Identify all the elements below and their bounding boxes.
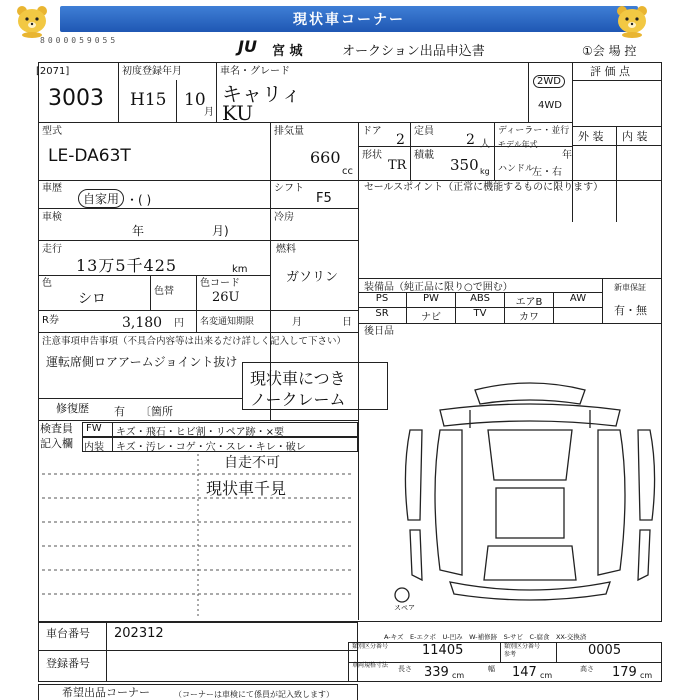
org-name: 宮 城 [272, 44, 303, 59]
inspector-label: 検査員 [40, 422, 73, 435]
spare-label: スペア [394, 604, 415, 610]
ac-label: 冷房 [274, 212, 294, 223]
rating-label: 評 価 点 [590, 65, 630, 78]
mileage-label: 走行 [42, 244, 62, 255]
notes-label: 注意事項申告事項（不具合内容等は出来るだけ詳しく記入して下さい） [42, 336, 347, 347]
type-code: LE-DA63T [48, 146, 131, 166]
load-label: 積載 [414, 150, 434, 161]
shape-value: TR [388, 158, 407, 173]
notes-text: 運転席側ロアアームジョイント抜け [46, 355, 238, 369]
vehicle-damage-diagram [380, 370, 680, 610]
color-code: 26U [212, 290, 240, 305]
recycle-value: 3,180 [122, 315, 163, 331]
model-year-label: モデル年式 [498, 140, 538, 149]
exterior-label: 外 装 [578, 130, 604, 143]
copy-note: ①会 場 控 [582, 44, 637, 58]
handle-value: 左・右 [532, 167, 562, 178]
capacity-label: 定員 [414, 126, 434, 137]
handle-label: ハンドル [498, 164, 535, 174]
header-banner [0, 0, 700, 40]
doors-value: 2 [396, 132, 405, 148]
fuel-value: ガソリン [286, 270, 339, 285]
equipment-row-1: PS PW ABS エアB AW [358, 293, 602, 307]
footer-label: 希望出品コーナー [62, 686, 150, 699]
repaint-label: 色替 [154, 286, 174, 297]
first-reg-month: 10 [184, 90, 206, 110]
lot-number: 3003 [48, 86, 104, 111]
color-label: 色 [42, 278, 52, 289]
model-name: キャリィ [222, 82, 302, 106]
drive-2wd: 2WD [533, 75, 565, 88]
model-designation-number: 11405 [422, 643, 464, 658]
height-value: 179 [612, 665, 637, 680]
width-value: 147 [512, 665, 537, 680]
after-sale-label: 後日品 [364, 326, 394, 337]
mileage-value: 13万5千425 [76, 256, 178, 275]
notice-label: 名変通知期限 [200, 317, 255, 327]
handwritten-note-2: 現状車千見 [206, 479, 287, 498]
recycle-label: R券 [42, 315, 59, 326]
equipment-label: 装備品（純正品に限り○で囲む） [364, 282, 513, 293]
history-label: 車歴 [42, 183, 62, 194]
shift-value: F5 [316, 191, 332, 206]
chassis-number: 202312 [114, 626, 164, 641]
type-label: 型式 [42, 126, 62, 137]
warranty-value: 有・無 [614, 304, 647, 317]
entry-label: 記入欄 [40, 437, 73, 450]
stamp-line-2: ノークレーム [250, 390, 346, 409]
drive-4wd: 4WD [538, 100, 562, 111]
lot-ref: [2071] [36, 66, 70, 77]
banner-title: 現状車コーナー [293, 12, 405, 28]
repair-label: 修復歴 [56, 402, 89, 415]
mascot-bear-icon [10, 2, 54, 38]
new-warranty-label: 新車保証 [614, 283, 646, 292]
damage-legend: A-キズ E-エクボ U-凹み W-補修跡 S-サビ C-腐食 XX-交換済 [384, 633, 587, 641]
footer-note: （コーナーは車検にて係員が記入致します） [174, 690, 334, 699]
serial-number: 8000059055 [40, 36, 119, 45]
note-lines [38, 452, 358, 622]
displacement-label: 排気量 [274, 126, 304, 137]
sales-point-label: セールスポイント（正常に機能するものに限ります） [364, 182, 604, 193]
interior-label: 内 装 [622, 130, 648, 143]
inspector-row-2: キズ・汚レ・コゲ・穴・スレ・キレ・破レ [116, 442, 306, 453]
first-reg-year: H15 [130, 90, 167, 110]
color-value: シロ [78, 291, 106, 307]
chassis-label: 車台番号 [46, 627, 90, 640]
capacity-value: 2 [466, 132, 475, 148]
mascot-bear-icon [610, 2, 654, 38]
displacement-value: 660 [310, 148, 341, 167]
model-grade: KU [222, 101, 254, 125]
history-value: 自家用 [78, 189, 124, 208]
category-number: 0005 [588, 643, 622, 658]
shift-label: シフト [274, 183, 304, 194]
registration-label: 登録番号 [46, 657, 90, 670]
handwritten-note-1: 自走不可 [224, 455, 280, 471]
inspector-row-1: キズ・飛石・ヒビ割・リペア跡・×要 [116, 427, 284, 438]
inspection-label: 車検 [42, 212, 62, 223]
first-reg-label: 初度登録年月 [122, 66, 182, 77]
color-code-label: 色コード [200, 278, 240, 289]
load-value: 350 [450, 156, 479, 174]
dealer-label: ディーラー・並行 [498, 126, 570, 136]
length-value: 339 [424, 665, 449, 680]
form-title: オークション出品申込書 [342, 44, 485, 59]
stamp-line-1: 現状車につき [250, 369, 346, 388]
shape-label: 形状 [362, 150, 382, 161]
fuel-label: 燃料 [276, 244, 296, 255]
repair-value: 有 [114, 405, 125, 418]
doors-label: ドア [362, 126, 382, 137]
model-name-label: 車名・グレード [220, 66, 290, 77]
logo: JU [238, 37, 257, 56]
equipment-row-2: SR ナビ TV カワ [358, 308, 602, 323]
